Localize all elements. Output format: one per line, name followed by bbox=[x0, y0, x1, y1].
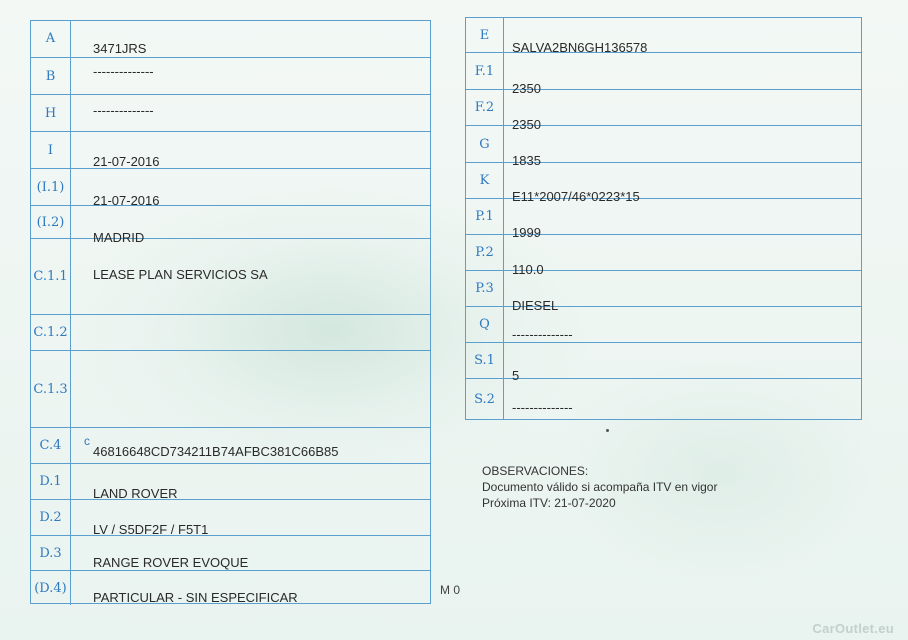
field-value: -------------- bbox=[93, 64, 154, 79]
field-code: D.3 bbox=[31, 536, 71, 570]
field-code: C.4 bbox=[31, 428, 71, 463]
field-row-h bbox=[31, 95, 430, 132]
field-value: -------------- bbox=[512, 400, 573, 415]
field-code: D.2 bbox=[31, 500, 71, 535]
field-value: LEASE PLAN SERVICIOS SA bbox=[93, 267, 268, 282]
observations-block bbox=[482, 463, 717, 511]
field-code: S.1 bbox=[466, 343, 504, 378]
field-row-e bbox=[466, 18, 861, 53]
field-prefix: c bbox=[84, 434, 90, 448]
field-row-i1 bbox=[31, 169, 430, 206]
field-code: P.1 bbox=[466, 199, 504, 234]
field-value: -------------- bbox=[512, 327, 573, 342]
field-code: P.2 bbox=[466, 235, 504, 270]
field-value: SALVA2BN6GH136578 bbox=[512, 40, 648, 55]
field-row-s1 bbox=[466, 343, 861, 383]
field-row-d3 bbox=[31, 536, 430, 571]
field-value: 5 bbox=[512, 368, 520, 383]
field-value: 1835 bbox=[512, 153, 541, 168]
field-row-d1 bbox=[31, 464, 430, 500]
field-value: 110.0 bbox=[512, 262, 544, 277]
watermark-logo: CarOutlet.eu bbox=[812, 621, 894, 636]
field-code: C.1.1 bbox=[31, 239, 71, 314]
field-value: PARTICULAR - SIN ESPECIFICAR bbox=[93, 590, 298, 605]
field-row-c4 bbox=[31, 428, 430, 464]
field-row-g bbox=[466, 126, 861, 168]
field-row-i bbox=[31, 132, 430, 169]
field-code: (D.4) bbox=[31, 571, 71, 605]
field-code: A bbox=[31, 21, 71, 57]
field-code: F.2 bbox=[466, 90, 504, 125]
field-value: 2350 bbox=[512, 117, 541, 132]
field-value: 3471JRS bbox=[93, 41, 147, 56]
field-value: 2350 bbox=[512, 81, 541, 96]
field-row-p1 bbox=[466, 199, 861, 240]
field-value: LV / S5DF2F / F5T1 bbox=[93, 522, 209, 537]
observations-line: Documento válido si acompaña ITV en vigor bbox=[482, 480, 718, 494]
field-code: C.1.3 bbox=[31, 351, 71, 427]
field-row-p2 bbox=[466, 235, 861, 277]
field-code: I bbox=[31, 132, 71, 168]
field-code: B bbox=[31, 58, 71, 94]
field-row-c11 bbox=[31, 239, 430, 315]
field-code: Q bbox=[466, 307, 504, 342]
field-value: 21-07-2016 bbox=[93, 154, 160, 169]
field-row-f2 bbox=[466, 90, 861, 132]
field-code: D.1 bbox=[31, 464, 71, 499]
field-value: RANGE ROVER EVOQUE bbox=[93, 555, 249, 570]
field-code: K bbox=[466, 163, 504, 198]
field-row-c12 bbox=[31, 315, 430, 351]
field-value: E11*2007/46*0223*15 bbox=[512, 189, 640, 204]
field-code: G bbox=[466, 126, 504, 162]
field-value: 1999 bbox=[512, 225, 541, 240]
field-code: S.2 bbox=[466, 379, 504, 419]
field-row-d4 bbox=[31, 571, 430, 605]
field-row-q bbox=[466, 307, 861, 343]
observations-heading: OBSERVACIONES: bbox=[482, 464, 589, 478]
field-row-f1 bbox=[466, 53, 861, 96]
field-value: MADRID bbox=[93, 230, 145, 245]
field-code: P.3 bbox=[466, 271, 504, 306]
field-code: C.1.2 bbox=[31, 315, 71, 350]
left-fields-table bbox=[30, 20, 431, 604]
observations-line: Próxima ITV: 21-07-2020 bbox=[482, 496, 616, 510]
field-value: LAND ROVER bbox=[93, 486, 178, 501]
m0-label: M 0 bbox=[440, 583, 461, 597]
field-row-d2 bbox=[31, 500, 430, 536]
field-code: H bbox=[31, 95, 71, 131]
field-row-s2 bbox=[466, 379, 861, 419]
field-code: (I.2) bbox=[31, 206, 71, 238]
field-value: 21-07-2016 bbox=[93, 193, 160, 208]
field-row-c13 bbox=[31, 351, 430, 428]
field-row-i2 bbox=[31, 206, 430, 245]
stray-mark bbox=[606, 429, 609, 432]
field-code: E bbox=[466, 18, 504, 52]
field-code: F.1 bbox=[466, 53, 504, 89]
field-value: -------------- bbox=[93, 103, 154, 118]
field-value: DIESEL bbox=[512, 298, 559, 313]
field-code: (I.1) bbox=[31, 169, 71, 205]
field-value: 46816648CD734211B74AFBC381C66B85 bbox=[93, 444, 339, 459]
field-row-b bbox=[31, 58, 430, 95]
field-row-p3 bbox=[466, 271, 861, 313]
field-row-a bbox=[31, 21, 430, 58]
right-fields-table bbox=[465, 17, 862, 420]
field-row-k bbox=[466, 163, 861, 204]
